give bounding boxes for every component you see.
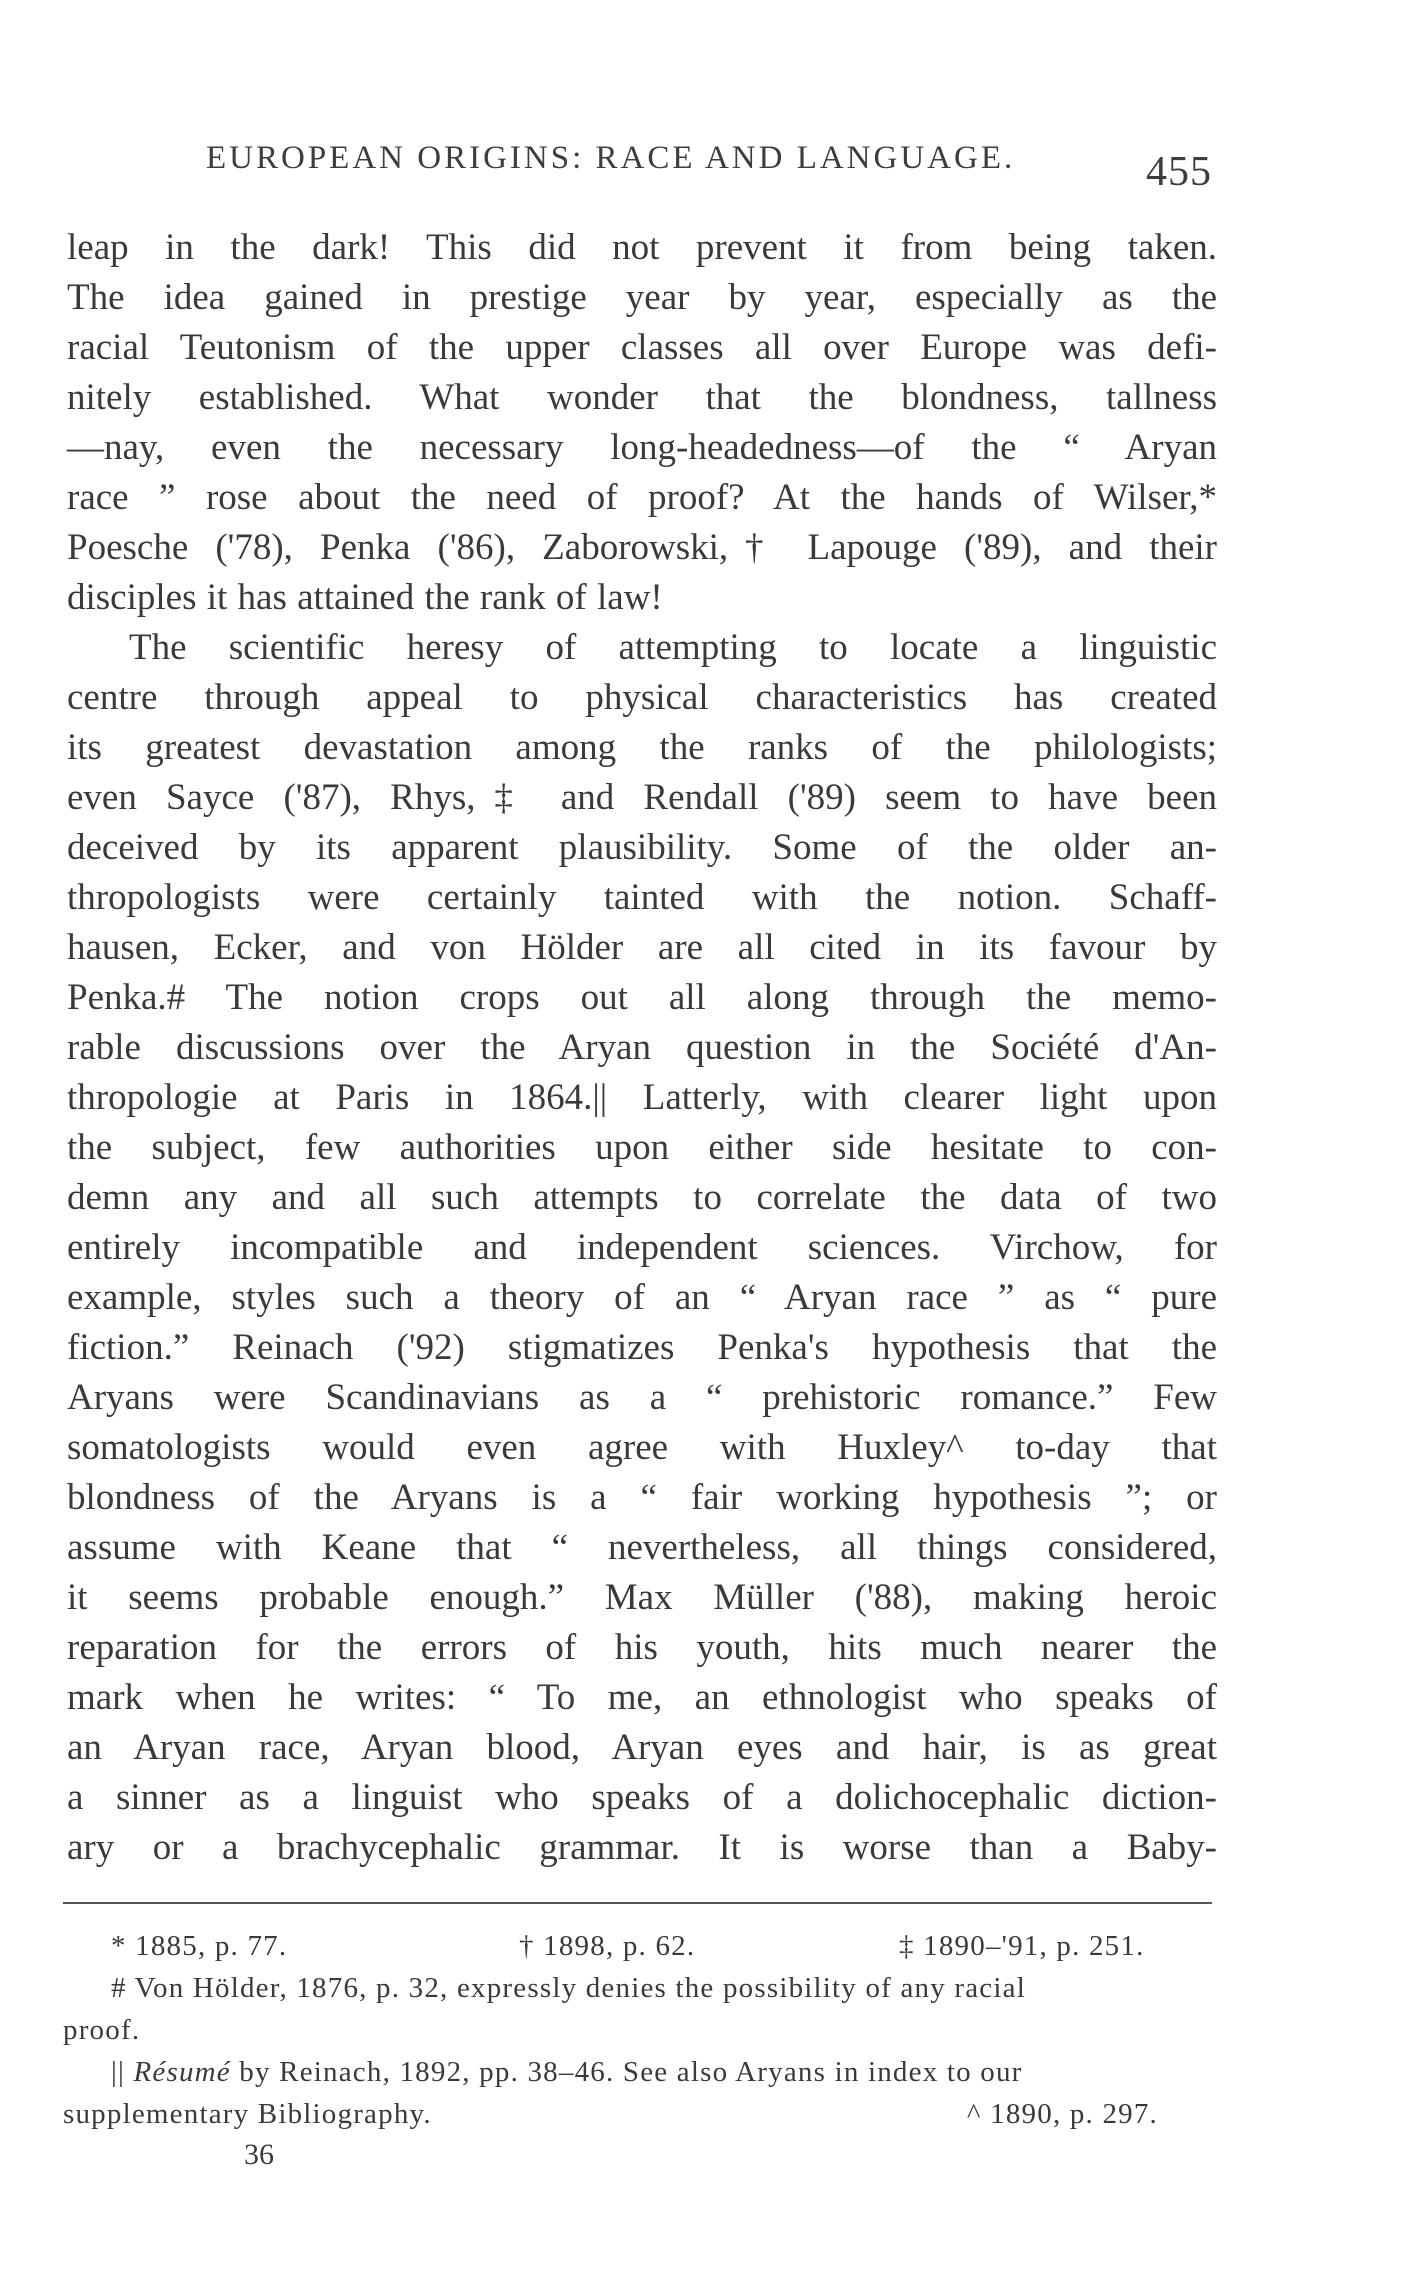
body-line: Penka.# The notion crops out all along through the memo- — [67, 977, 1217, 1018]
footnote-double-dagger: ‡ 1890–'91, p. 251. — [899, 1930, 1145, 1962]
body-line: its greatest devastation among the ranks of the philologists; — [67, 727, 1217, 768]
footnote-supplementary — [63, 2093, 1218, 2135]
footnote-supp-left: supplementary Bibliography. — [63, 2098, 432, 2130]
body-line: a sinner as a linguist who speaks of a dolichocephalic diction- — [67, 1777, 1217, 1818]
footnotes — [63, 1925, 1218, 2135]
body-line: entirely incompatible and independent sciences. Virchow, for — [67, 1227, 1217, 1268]
body-line: centre through appeal to physical characteristics has created — [67, 677, 1217, 718]
body-line: race ” rose about the need of proof? At the hands of Wilser,* — [67, 477, 1217, 518]
body-line: fiction.” Reinach ('92) stigmatizes Penka's hypothesis that the — [67, 1327, 1217, 1368]
footnote-row — [63, 1925, 1218, 1967]
body-line: somatologists would even agree with Huxley^ to-day that — [67, 1427, 1217, 1468]
body-line: Aryans were Scandinavians as a “ prehistoric romance.” Few — [67, 1377, 1217, 1418]
body-line: an Aryan race, Aryan blood, Aryan eyes and hair, is as great — [67, 1727, 1217, 1768]
body-line: assume with Keane that “ nevertheless, all things considered, — [67, 1527, 1217, 1568]
body-line: hausen, Ecker, and von Hölder are all cited in its favour by — [67, 927, 1217, 968]
body-line: ary or a brachycephalic grammar. It is worse than a Baby- — [67, 1827, 1217, 1868]
body-line: demn any and all such attempts to correlate the data of two — [67, 1177, 1217, 1218]
body-line: deceived by its apparent plausibility. Some of the older an- — [67, 827, 1217, 868]
body-line: reparation for the errors of his youth, hits much nearer the — [67, 1627, 1217, 1668]
footnote-hash-continued: proof. — [63, 2014, 141, 2046]
body-text — [67, 223, 1217, 1873]
footnote-huxley: ^ 1890, p. 297. — [966, 2098, 1158, 2130]
body-line: nitely established. What wonder that the blondness, tallness — [67, 377, 1217, 418]
body-line: the subject, few authorities upon either side hesitate to con- — [67, 1127, 1217, 1168]
footnote-resume-text: by Reinach, 1892, pp. 38–46. See also Aryans in index to our — [230, 2056, 1023, 2088]
footnote-dagger: † 1898, p. 62. — [519, 1930, 696, 1962]
body-line: disciples it has attained the rank of law! — [67, 577, 663, 618]
running-header: EUROPEAN ORIGINS: RACE AND LANGUAGE. — [206, 140, 1016, 176]
footnote-resume — [63, 2051, 1218, 2093]
footnote-asterisk: * 1885, p. 77. — [111, 1930, 288, 1962]
body-line: even Sayce ('87), Rhys,‡ and Rendall ('89) seem to have been — [67, 777, 1217, 818]
body-line: it seems probable enough.” Max Müller ('88), making heroic — [67, 1577, 1217, 1618]
body-line: racial Teutonism of the upper classes all over Europe was defi- — [67, 327, 1217, 368]
footnote-parallel-mark: || — [111, 2056, 134, 2088]
body-line: The idea gained in prestige year by year, especially as the — [67, 277, 1217, 318]
paragraph-start-line: The scientific heresy of attempting to locate a linguistic — [129, 627, 1217, 668]
body-line: rable discussions over the Aryan question in the Société d'An- — [67, 1027, 1217, 1068]
resume-word: Résumé — [133, 2056, 231, 2088]
body-line: example, styles such a theory of an “ Aryan race ” as “ pure — [67, 1277, 1217, 1318]
footnote-divider — [63, 1902, 1212, 1904]
body-line: thropologists were certainly tainted with the notion. Schaff- — [67, 877, 1217, 918]
body-line: leap in the dark! This did not prevent it from being taken. — [67, 227, 1217, 268]
body-line: thropologie at Paris in 1864.|| Latterly, with clearer light upon — [67, 1077, 1217, 1118]
signature-mark: 36 — [244, 2138, 274, 2171]
body-line: blondness of the Aryans is a “ fair working hypothesis ”; or — [67, 1477, 1217, 1518]
body-line: Poesche ('78), Penka ('86), Zaborowski,† Lapouge ('89), and their — [67, 527, 1217, 568]
page-number: 455 — [1146, 149, 1212, 195]
footnote-hash: # Von Hölder, 1876, p. 32, expressly denies the possibility of any racial — [111, 1972, 1026, 2004]
body-line: —nay, even the necessary long-headedness—of the “ Aryan — [67, 427, 1217, 468]
body-line: mark when he writes: “ To me, an ethnologist who speaks of — [67, 1677, 1217, 1718]
